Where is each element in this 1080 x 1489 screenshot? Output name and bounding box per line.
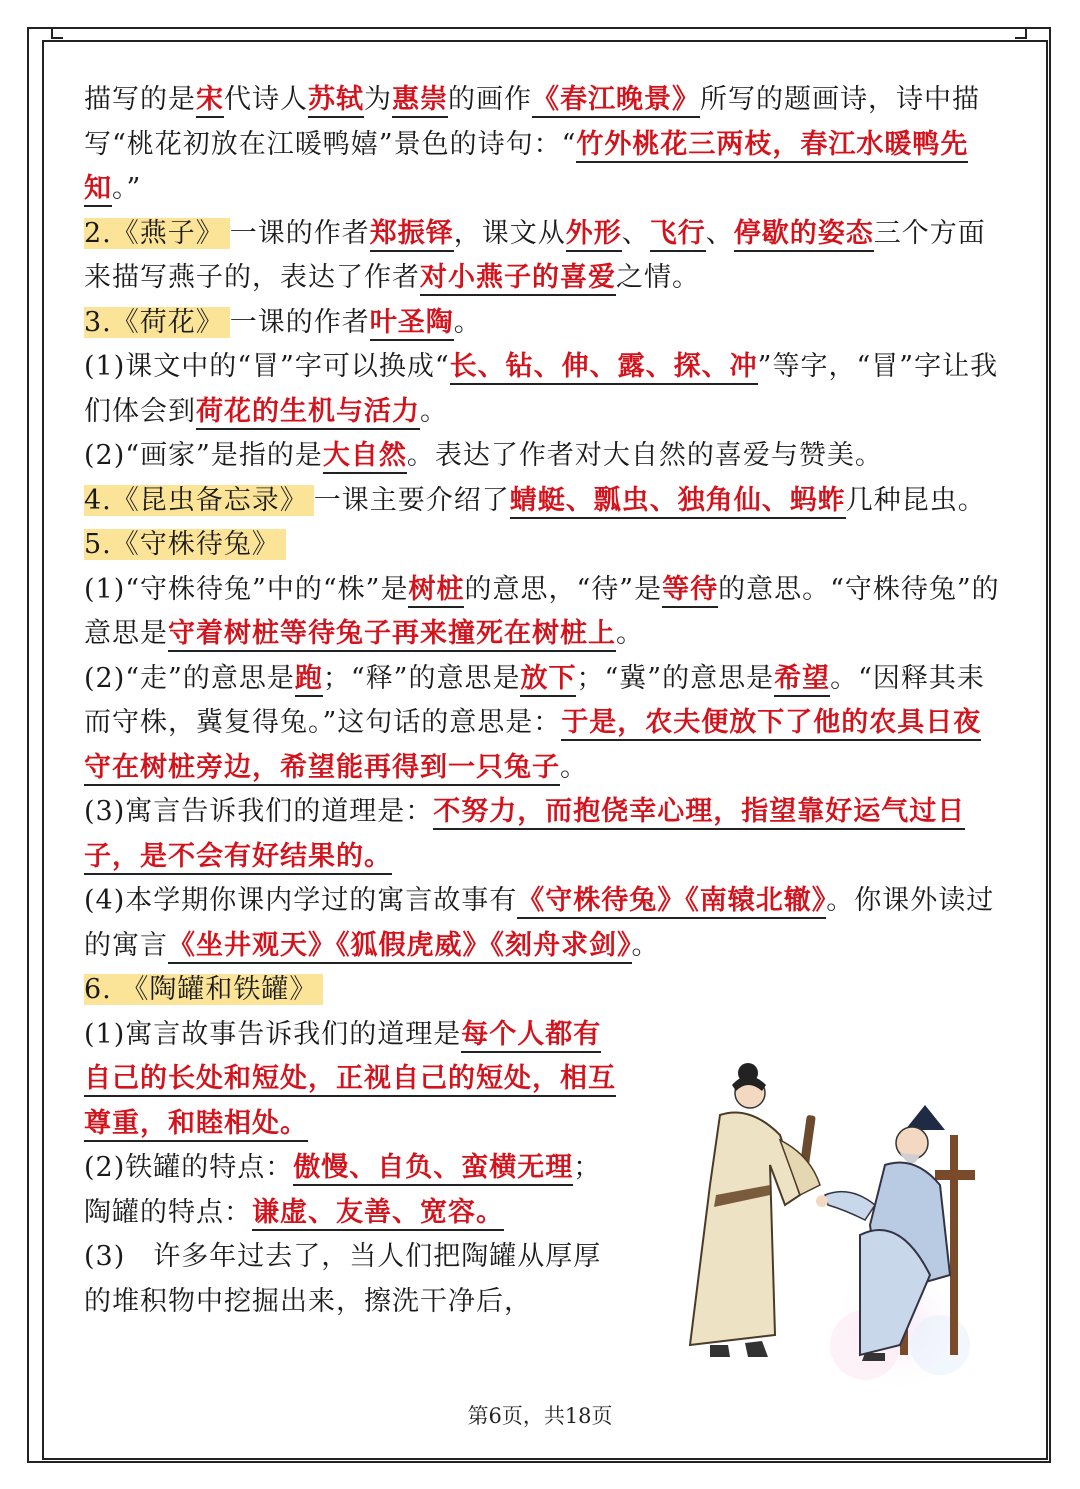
answer: 停歇的姿态 [734,218,874,252]
answer: 外形 [566,218,622,252]
standing-scholar-figure [690,1063,820,1357]
section-6-q1: (1)寓言故事告诉我们的道理是每个人都有自己的长处和短处，正视自己的短处，相互尊重，和睦相处。 [84,1013,629,1147]
answer: 《坐井观天》《狐假虎威》《刻舟求剑》 [168,930,632,964]
section-4: 4.《昆虫备忘录》 一课主要介绍了蜻蜓、瓢虫、独角仙、蚂蚱几种昆虫。 [84,479,1000,524]
section-5-q4: (4)本学期你课内学过的寓言故事有《守株待兔》《南辕北辙》。你课外读过的寓言《坐井观天》《狐假虎威》《刻舟求剑》。 [84,879,1000,968]
answer: 跑 [295,663,323,697]
answer: 每个人都有自己的长处和短处，正视自己的短处，相互尊重，和睦相处。 [84,1019,616,1142]
answer: 《春江晚景》 [532,84,700,118]
answer: 放下 [520,663,576,697]
section-heading: 4.《昆虫备忘录》 [84,485,314,516]
section-6-q2: (2)铁罐的特点：傲慢、自负、蛮横无理；陶罐的特点：谦虚、友善、宽容。 [84,1146,629,1235]
page-number: 第6页，共18页 [467,1404,613,1428]
section-heading: 2.《燕子》 [84,218,230,249]
answer: 郑振铎 [370,218,454,252]
answer: 大自然 [323,440,407,474]
section-5-q2: (2)“走”的意思是跑；“释”的意思是放下；“冀”的意思是希望。“因释其耒而守株，冀复得兔。”这句话的意思是：于是，农夫便放下了他的农具日夜守在树桩旁边，希望能再得到一只兔子。 [84,657,1000,791]
section-6-q3: (3) 许多年过去了，当人们把陶罐从厚厚的堆积物中挖掘出来，擦洗干净后， [84,1241,602,1317]
answer: 惠崇 [392,84,448,118]
answer: 飞行 [650,218,706,252]
answer: 长、钻、伸、露、探、冲 [450,351,758,385]
frame-corner [1015,29,1027,39]
answer: 对小燕子的喜爱 [420,262,616,296]
answer: 希望 [774,663,830,697]
section-3-q2: (2)“画家”是指的是大自然。表达了作者对大自然的喜爱与赞美。 [84,434,1000,479]
section-5 [84,523,1000,568]
intro-paragraph: 描写的是宋代诗人苏轼为惠崇的画作《春江晚景》所写的题画诗，诗中描写“桃花初放在江暖鸭嬉”景色的诗句：“竹外桃花三两枝，春江水暖鸭先知。” [84,78,1000,212]
section-6 [84,968,1000,1013]
answer: 竹外桃花三两枝，春江水暖鸭先知 [84,129,968,208]
section-5-q1: (1)“守株待兔”中的“株”是树桩的意思，“待”是等待的意思。“守株待兔”的意思是守着树桩等待兔子再来撞死在树桩上。 [84,568,1000,657]
section-heading: 5.《守株待兔》 [84,529,286,560]
answer: 于是，农夫便放下了他的农具日夜守在树桩旁边，希望能再得到一只兔子 [84,707,981,786]
answer: 守着树桩等待兔子再来撞死在树桩上 [168,618,616,652]
answer: 苏轼 [308,84,364,118]
section-heading: 3.《荷花》 [84,307,230,338]
answer: 树桩 [408,574,464,608]
answer: 叶圣陶 [370,307,454,341]
frame-corner [51,29,63,39]
fable-illustration [650,1045,980,1395]
answer: 宋 [196,84,224,118]
answer: 谦虚、友善、宽容。 [252,1197,504,1231]
section-heading: 6. 《陶罐和铁罐》 [84,974,323,1005]
answer: 《守株待兔》《南辕北辙》 [517,885,826,919]
answer: 荷花的生机与活力 [196,396,420,430]
section-3: 3.《荷花》 一课的作者叶圣陶。 [84,301,1000,346]
answer: 不努力，而抱侥幸心理，指望靠好运气过日子，是不会有好结果的。 [84,796,965,875]
section-2: 2.《燕子》 一课的作者郑振铎，课文从外形、飞行、停歇的姿态三个方面来描写燕子的，表达了作者对小燕子的喜爱之情。 [84,212,1000,301]
section-3-q1: (1)课文中的“冒”字可以换成“长、钻、伸、露、探、冲”等字，“冒”字让我们体会到荷花的生机与活力。 [84,345,1000,434]
section-5-q3: (3)寓言告诉我们的道理是：不努力，而抱侥幸心理，指望靠好运气过日子，是不会有好结果的。 [84,790,1000,879]
answer: 傲慢、自负、蛮横无理 [293,1152,573,1186]
answer: 等待 [662,574,718,608]
answer: 蜻蜓、瓢虫、独角仙、蚂蚱 [510,485,846,519]
